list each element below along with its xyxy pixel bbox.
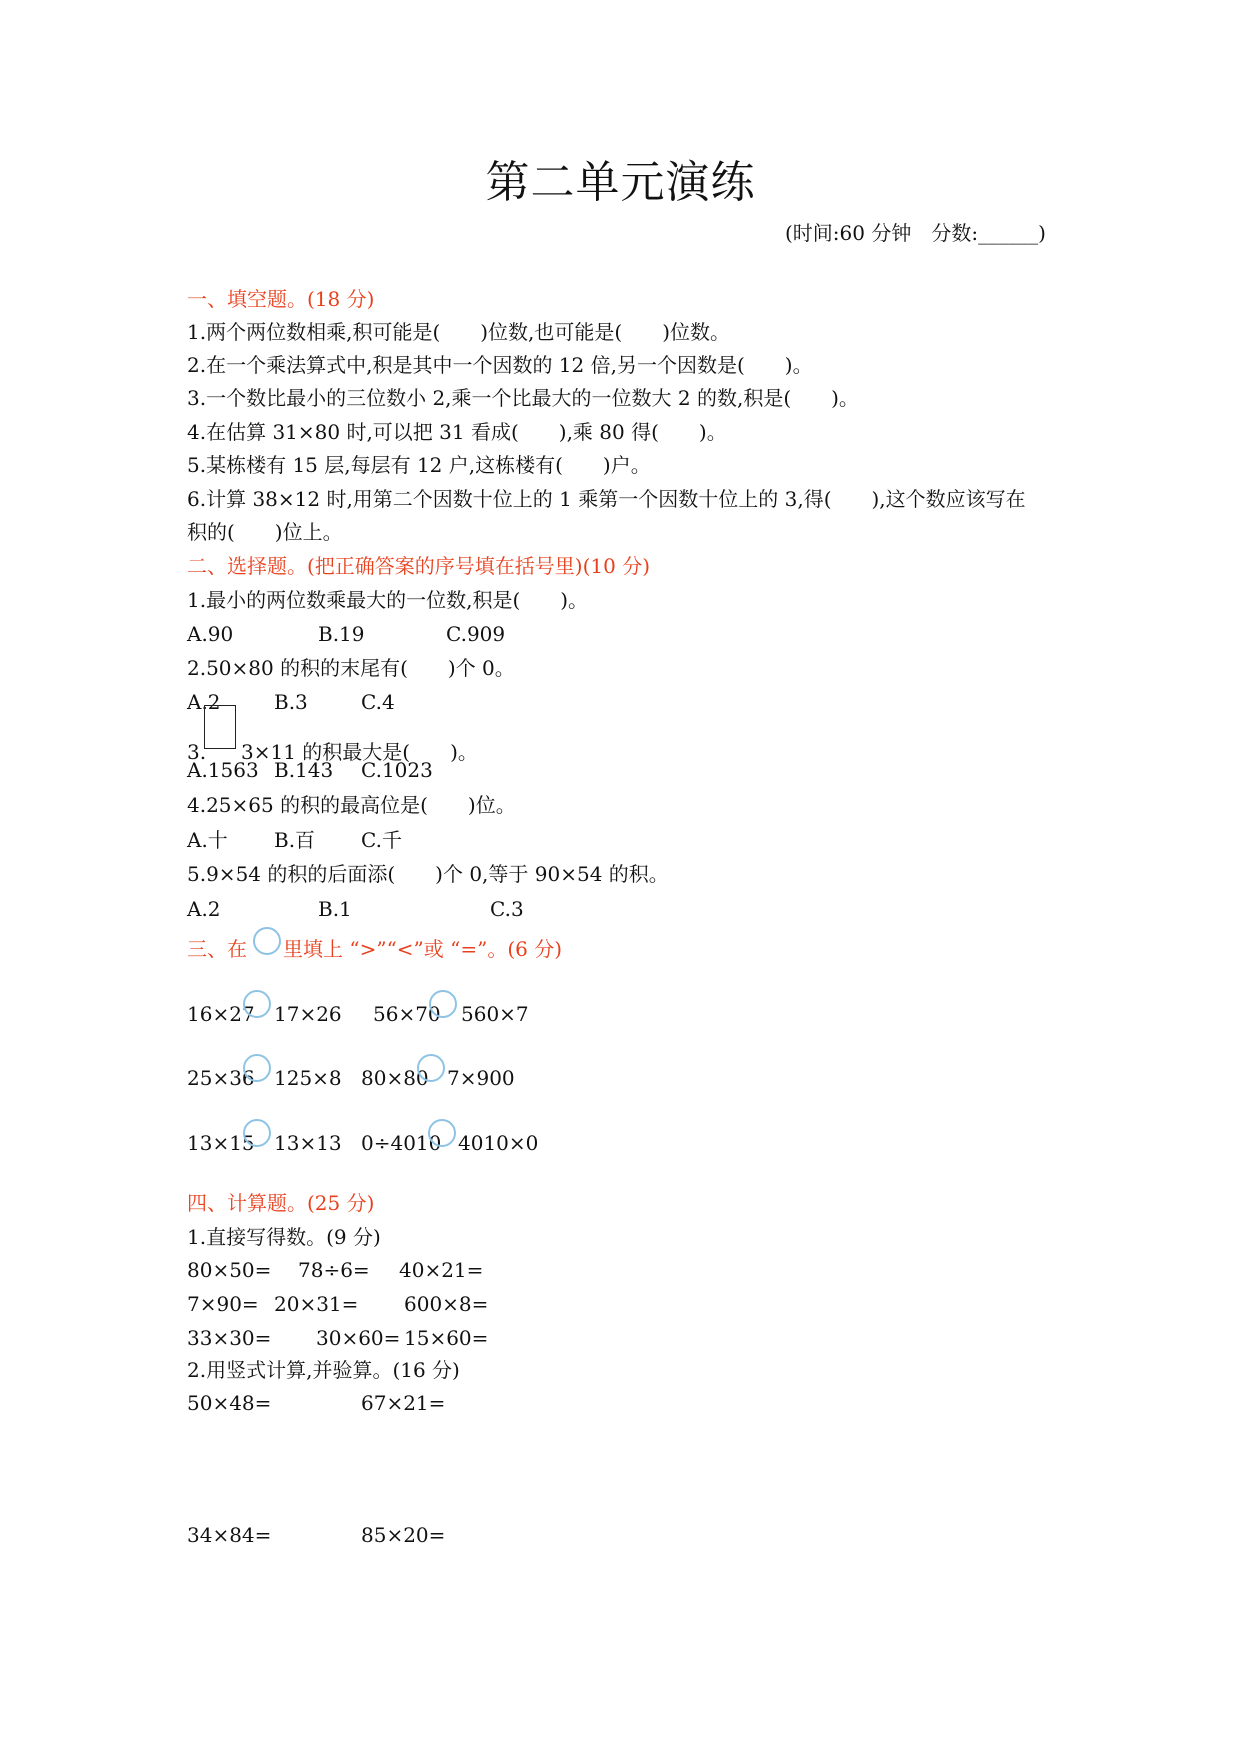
oral-calc-r1-c2: 78÷6= (298, 1258, 370, 1282)
page-title: 第二单元演练 (485, 157, 756, 208)
vertical-calc-1: 50×48= (187, 1391, 272, 1415)
s2-q2-option-a: A.2 (187, 690, 221, 714)
s2-q1-option-b: B.19 (318, 622, 365, 646)
s2-q2-option-b: B.3 (274, 690, 308, 714)
section-1-heading: 一、填空题。(18 分) (187, 287, 375, 311)
oral-calc-r2-c1: 7×90= (187, 1292, 259, 1316)
vertical-calc-2: 67×21= (361, 1391, 446, 1415)
section-2-heading: 二、选择题。(把正确答案的序号填在括号里)(10 分) (187, 554, 651, 578)
oral-calc-r3-c3: 15×60= (404, 1326, 489, 1350)
compare-r1-right-rhs: 560×7 (461, 1002, 529, 1026)
section-4-heading: 四、计算题。(25 分) (187, 1191, 375, 1215)
s2-question-3-number: 3. (187, 740, 207, 764)
compare-r3-right-expr: 0÷4010 (361, 1131, 442, 1155)
s2-question-2: 2.50×80 的积的末尾有( )个 0。 (187, 656, 515, 680)
oral-calc-r2-c3: 600×8= (404, 1292, 489, 1316)
s1-question-5: 5.某栋楼有 15 层,每层有 12 户,这栋楼有( )户。 (187, 453, 651, 477)
s2-q3-option-a: A.1563 (187, 758, 259, 782)
compare-r3-right-circle[interactable] (428, 1119, 456, 1147)
s2-q5-option-b: B.1 (318, 897, 352, 921)
oral-calc-r1-c3: 40×21= (399, 1258, 484, 1282)
vertical-calc-4: 85×20= (361, 1523, 446, 1547)
s2-q1-option-c: C.909 (446, 622, 506, 646)
s2-q5-option-c: C.3 (490, 897, 524, 921)
heading-circle-icon (253, 927, 281, 955)
s2-question-3-text: 3×11 的积最大是( )。 (241, 740, 478, 764)
compare-r3-right-rhs: 4010×0 (458, 1131, 539, 1155)
s1-question-6-line-1: 6.计算 38×12 时,用第二个因数十位上的 1 乘第一个因数十位上的 3,得( ),这个数应该写在 (187, 487, 1026, 511)
oral-calc-r1-c1: 80×50= (187, 1258, 272, 1282)
s2-question-4: 4.25×65 的积的最高位是( )位。 (187, 793, 516, 817)
compare-r1-left-circle[interactable] (243, 990, 271, 1018)
compare-r3-left-rhs: 13×13 (274, 1131, 342, 1155)
vertical-calc-3: 34×84= (187, 1523, 272, 1547)
compare-r2-left-circle[interactable] (243, 1054, 271, 1082)
s1-question-4: 4.在估算 31×80 时,可以把 31 看成( ),乘 80 得( )。 (187, 420, 727, 444)
oral-calc-r3-c2: 30×60= (316, 1326, 401, 1350)
compare-r2-left-expr: 25×36 (187, 1066, 255, 1090)
s2-q3-blank-box (204, 705, 236, 749)
compare-r3-left-circle[interactable] (243, 1119, 271, 1147)
s1-question-1: 1.两个两位数相乘,积可能是( )位数,也可能是( )位数。 (187, 320, 731, 344)
s2-q1-option-a: A.90 (187, 622, 234, 646)
s4-subsection-2: 2.用竖式计算,并验算。(16 分) (187, 1358, 460, 1382)
s2-q3-option-b: B.143 (274, 758, 334, 782)
compare-r1-left-expr: 16×27 (187, 1002, 255, 1026)
s1-question-2: 2.在一个乘法算式中,积是其中一个因数的 12 倍,另一个因数是( )。 (187, 353, 813, 377)
s2-q4-option-c: C.千 (361, 828, 402, 852)
oral-calc-r2-c2: 20×31= (274, 1292, 359, 1316)
compare-r1-right-circle[interactable] (429, 990, 457, 1018)
s2-q2-option-c: C.4 (361, 690, 395, 714)
compare-r2-right-expr: 80×80 (361, 1066, 429, 1090)
s2-question-1: 1.最小的两位数乘最大的一位数,积是( )。 (187, 588, 589, 612)
s1-question-3: 3.一个数比最小的三位数小 2,乘一个比最大的一位数大 2 的数,积是( )。 (187, 386, 859, 410)
s1-question-6-line-2: 积的( )位上。 (187, 520, 343, 544)
s2-q3-option-c: C.1023 (361, 758, 433, 782)
s2-q4-option-a: A.十 (187, 828, 228, 852)
section-3-heading-start: 三、在 (187, 937, 247, 961)
s2-q4-option-b: B.百 (274, 828, 316, 852)
s2-question-5: 5.9×54 的积的后面添( )个 0,等于 90×54 的积。 (187, 862, 669, 886)
oral-calc-r3-c1: 33×30= (187, 1326, 272, 1350)
section-3-heading-end: 里填上 “>”“<”或 “=”。(6 分) (283, 937, 563, 961)
s4-subsection-1: 1.直接写得数。(9 分) (187, 1225, 381, 1249)
s2-q5-option-a: A.2 (187, 897, 221, 921)
compare-r2-left-rhs: 125×8 (274, 1066, 342, 1090)
time-score-line: (时间:60 分钟 分数:______) (785, 221, 1046, 245)
compare-r1-right-expr: 56×70 (373, 1002, 441, 1026)
compare-r1-left-rhs: 17×26 (274, 1002, 342, 1026)
compare-r3-left-expr: 13×15 (187, 1131, 255, 1155)
compare-r2-right-rhs: 7×900 (447, 1066, 515, 1090)
compare-r2-right-circle[interactable] (417, 1054, 445, 1082)
